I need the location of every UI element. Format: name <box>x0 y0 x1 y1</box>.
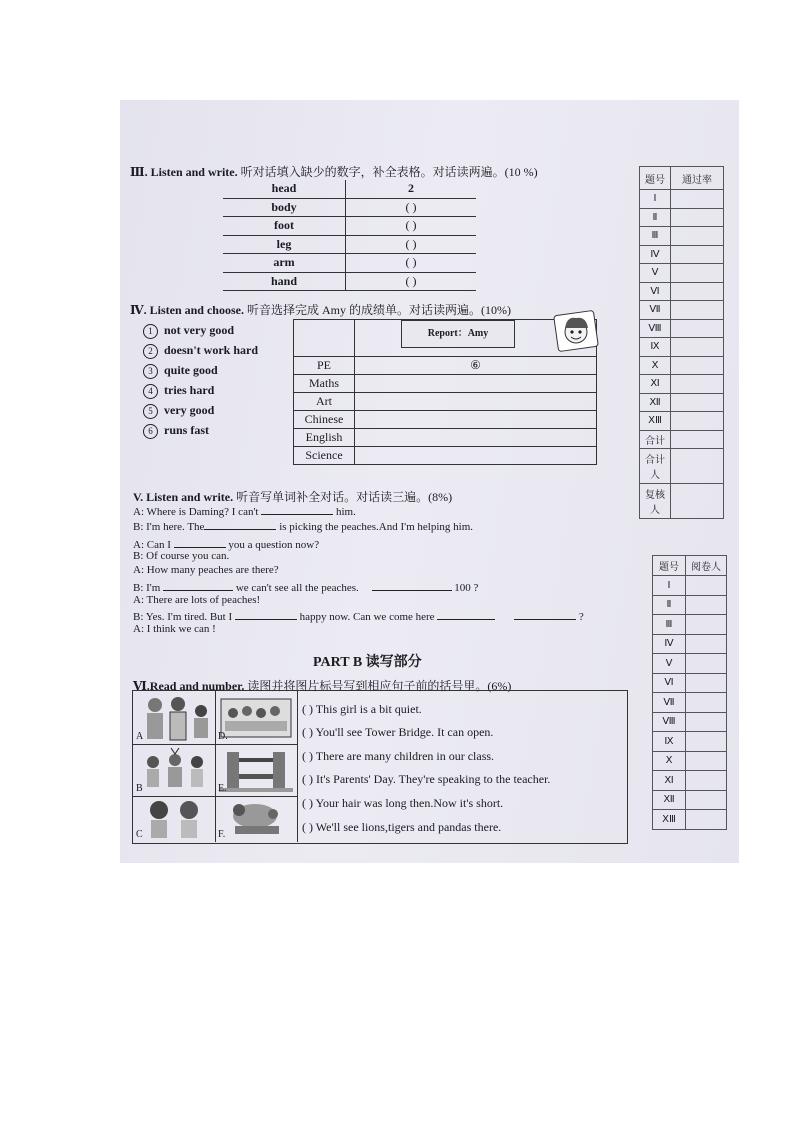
table-row: Ⅱ <box>653 595 727 615</box>
picture-f: F. <box>215 796 298 842</box>
section5-heading: V. Listen and write. 听音写单词补全对话。对话读三遍。(8%) <box>133 490 453 504</box>
table-row: Ⅸ <box>653 732 727 752</box>
section6-heading: Ⅵ.Read and number. 读图并将图片标号写到相应句子前的括号里。(6%) <box>133 679 512 693</box>
answer-blank[interactable] <box>514 608 576 620</box>
answer-paren[interactable]: ( ) <box>302 796 313 810</box>
dialogue-line-6: B: I'm we can't see all the peaches. 100 ? <box>133 579 478 594</box>
two-girls-icon <box>133 796 215 842</box>
student-cartoon-icon <box>553 308 601 354</box>
sentence-2: ( ) You'll see Tower Bridge. It can open. <box>302 725 494 739</box>
table-row: Ⅰ <box>653 576 727 596</box>
answer-blank[interactable] <box>437 608 495 620</box>
list-item: 6 runs fast <box>143 420 258 440</box>
sentence-6: ( ) We'll see lions,tigers and pandas there. <box>302 820 502 834</box>
table-row: arm ( ) <box>223 254 476 273</box>
table-row: ⅩⅢ <box>640 412 724 431</box>
grader-table: 题号 阅卷人 Ⅰ Ⅱ Ⅲ Ⅳ Ⅴ Ⅵ Ⅶ Ⅷ Ⅸ Ⅹ Ⅺ Ⅻ ⅩⅢ <box>652 555 727 830</box>
table-row: foot ( ) <box>223 217 476 236</box>
answer-blank[interactable] <box>261 503 333 515</box>
list-item: 3 quite good <box>143 360 258 380</box>
table-row: Ⅴ <box>653 654 727 674</box>
table-row: Science <box>294 447 597 465</box>
table-row: 合计 人 <box>640 449 724 484</box>
table-row: Ⅺ <box>640 375 724 394</box>
picture-c: C <box>133 796 216 842</box>
table-row: PE ⑥ <box>294 357 597 375</box>
table-row: 合计 <box>640 430 724 449</box>
dialogue-line-5: A: How many peaches are there? <box>133 564 279 576</box>
table-row: Ⅶ <box>640 301 724 320</box>
tower-bridge-icon <box>215 744 297 796</box>
table-row: Ⅻ <box>640 393 724 412</box>
answer-paren[interactable]: ( ) <box>302 702 313 716</box>
table-row: leg ( ) <box>223 235 476 254</box>
list-item: 2 doesn't work hard <box>143 340 258 360</box>
table-row: Ⅷ <box>653 712 727 732</box>
answer-blank[interactable] <box>174 536 226 548</box>
parents-teacher-icon <box>133 691 215 744</box>
picture-e: E. <box>215 744 298 797</box>
table-row: hand ( ) <box>223 272 476 291</box>
table-row: ⅩⅢ <box>653 810 727 830</box>
picture-a: A <box>133 691 216 745</box>
dialogue-line-8: B: Yes. I'm tired. But I happy now. Can we come here ? <box>133 608 584 623</box>
children-group-icon <box>133 744 215 796</box>
sentence-3: ( ) There are many children in our class. <box>302 749 495 763</box>
table-row: Art <box>294 393 597 411</box>
sentence-5: ( ) Your hair was long then.Now it's short. <box>302 796 504 810</box>
table-row: Ⅵ <box>653 673 727 693</box>
dialogue-line-9: A: I think we can ! <box>133 623 216 635</box>
section3-heading: Ⅲ. Listen and write. 听对话填入缺少的数字，补全表格。对话读两遍。(10 %) <box>130 165 538 179</box>
table-row: Ⅶ <box>653 693 727 713</box>
part-b-title: PART B 读写部分 <box>313 655 422 670</box>
table-row: Ⅲ <box>653 615 727 635</box>
table-row: Ⅵ <box>640 282 724 301</box>
report-title-box: Report：Amy <box>401 320 515 348</box>
dialogue-line-7: A: There are lots of peaches! <box>133 594 261 606</box>
sentence-1: ( ) This girl is a bit quiet. <box>302 702 422 716</box>
table-row: English <box>294 429 597 447</box>
table-row: Ⅹ <box>640 356 724 375</box>
list-item: 4 tries hard <box>143 380 258 400</box>
dialogue-line-1: A: Where is Daming? I can't him. <box>133 503 356 518</box>
table-row: Ⅳ <box>640 245 724 264</box>
table-row: Ⅹ <box>653 751 727 771</box>
option-list <box>143 320 258 440</box>
list-item: 5 very good <box>143 400 258 420</box>
answer-paren[interactable]: ( ) <box>302 749 313 763</box>
list-item: 1 not very good <box>143 320 258 340</box>
table-row: Ⅱ <box>640 208 724 227</box>
answer-paren[interactable]: ( ) <box>302 820 313 834</box>
table-row: Chinese <box>294 411 597 429</box>
table-row: Ⅻ <box>653 790 727 810</box>
table-row: Ⅷ <box>640 319 724 338</box>
picture-d: D. <box>215 691 298 745</box>
table-row: 复核 人 <box>640 484 724 519</box>
answer-blank[interactable] <box>163 579 233 591</box>
body-parts-table <box>223 180 476 291</box>
answer-paren[interactable]: ( ) <box>302 725 313 739</box>
table-row: Ⅺ <box>653 771 727 791</box>
sentence-4: ( ) It's Parents' Day. They're speaking to the teacher. <box>302 772 551 786</box>
answer-blank[interactable] <box>235 608 297 620</box>
pass-rate-table: 题号 通过率 Ⅰ Ⅱ Ⅲ Ⅳ Ⅴ Ⅵ Ⅶ Ⅷ Ⅸ Ⅹ Ⅺ Ⅻ ⅩⅢ 合计 合计 人 复核 人 <box>639 166 724 519</box>
answer-paren[interactable]: ( ) <box>302 772 313 786</box>
dialogue-line-3: A: Can I you a question now? <box>133 536 319 551</box>
zoo-animals-icon <box>215 796 297 842</box>
table-row: Maths <box>294 375 597 393</box>
table-row: body ( ) <box>223 198 476 217</box>
table-row: head 2 <box>223 180 476 198</box>
table-row: Ⅸ <box>640 338 724 357</box>
answer-blank[interactable] <box>372 579 452 591</box>
table-row: Ⅳ <box>653 634 727 654</box>
table-row: Ⅲ <box>640 227 724 246</box>
answer-blank[interactable] <box>204 518 276 530</box>
table-row: Ⅰ <box>640 190 724 209</box>
section4-heading: Ⅳ. Listen and choose. 听音选择完成 Amy 的成绩单。对话读两遍。(10%) <box>130 303 511 317</box>
table-row: Ⅴ <box>640 264 724 283</box>
dialogue-line-4: B: Of course you can. <box>133 550 230 562</box>
dialogue-line-2: B: I'm here. The is picking the peaches.And I'm helping him. <box>133 518 473 533</box>
picture-b: B <box>133 744 216 797</box>
